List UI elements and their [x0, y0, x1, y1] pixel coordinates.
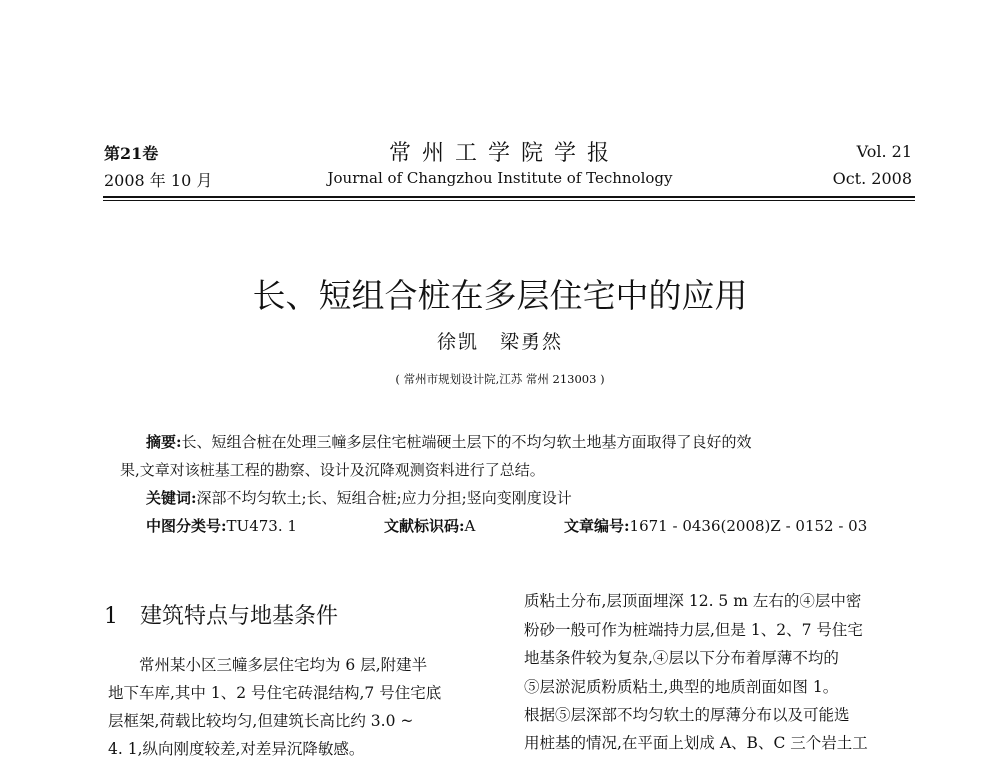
article-title: 长、短组合桩在多层住宅中的应用 [252, 276, 748, 315]
left-column-line: 4. 1,纵向刚度较差,对差异沉降敏感。 [108, 740, 365, 758]
right-column-line: 根据⑤层深部不均匀软土的厚薄分布以及可能选 [524, 706, 850, 724]
right-column-line: 粉砂一般可作为桩端持力层,但是 1、2、7 号住宅 [524, 621, 863, 639]
abstract-text-2: 果,文章对该桩基工程的勘察、设计及沉降观测资料进行了总结。 [120, 461, 545, 479]
header-rule-thick [103, 196, 915, 198]
article-number: 1671 - 0436(2008)Z - 0152 - 03 [629, 517, 868, 535]
right-column-line: 质粘土分布,层顶面埋深 12. 5 m 左右的④层中密 [524, 592, 862, 610]
abstract-text-1: 长、短组合桩在处理三幢多层住宅桩端硬土层下的不均匀软土地基方面取得了良好的效 [181, 433, 752, 451]
clc-label: 中图分类号: [146, 517, 227, 535]
right-column-line: 用桩基的情况,在平面上划成 A、B、C 三个岩土工 [524, 734, 868, 752]
date-en: Oct. 2008 [832, 169, 912, 188]
authors: 徐凯 梁勇然 [436, 331, 563, 353]
header-rule-thin [103, 200, 915, 201]
section-heading: 1 建筑特点与地基条件 [104, 604, 338, 629]
right-column-line: 地基条件较为复杂,④层以下分布着厚薄不均的 [524, 649, 839, 667]
doc-code: A [464, 517, 476, 535]
journal-name-cn: 常 州 工 学 院 学 报 [389, 141, 611, 166]
abstract-label: 摘要: [146, 433, 182, 451]
volume-cn: 第21卷 [104, 144, 159, 163]
left-column-line: 层框架,荷载比较均匀,但建筑长高比约 3.0 ~ [108, 712, 414, 730]
volume-en: Vol. 21 [856, 142, 912, 161]
keywords: 深部不均匀软土;长、短组合桩;应力分担;竖向变刚度设计 [196, 489, 572, 507]
left-column-line: 地下车库,其中 1、2 号住宅砖混结构,7 号住宅底 [108, 684, 442, 702]
date-cn: 2008 年 10 月 [104, 171, 213, 190]
left-column-line: 常州某小区三幢多层住宅均为 6 层,附建半 [108, 656, 428, 674]
journal-name-en: Journal of Changzhou Institute of Technology [327, 169, 673, 187]
clc-number: TU473. 1 [226, 517, 297, 535]
doc-code-label: 文献标识码: [384, 517, 465, 535]
affiliation: ( 常州市规划设计院,江苏 常州 213003 ) [395, 372, 605, 386]
right-column-line: ⑤层淤泥质粉质粘土,典型的地质剖面如图 1。 [524, 678, 839, 696]
article-number-label: 文章编号: [564, 517, 630, 535]
keywords-label: 关键词: [146, 489, 197, 507]
